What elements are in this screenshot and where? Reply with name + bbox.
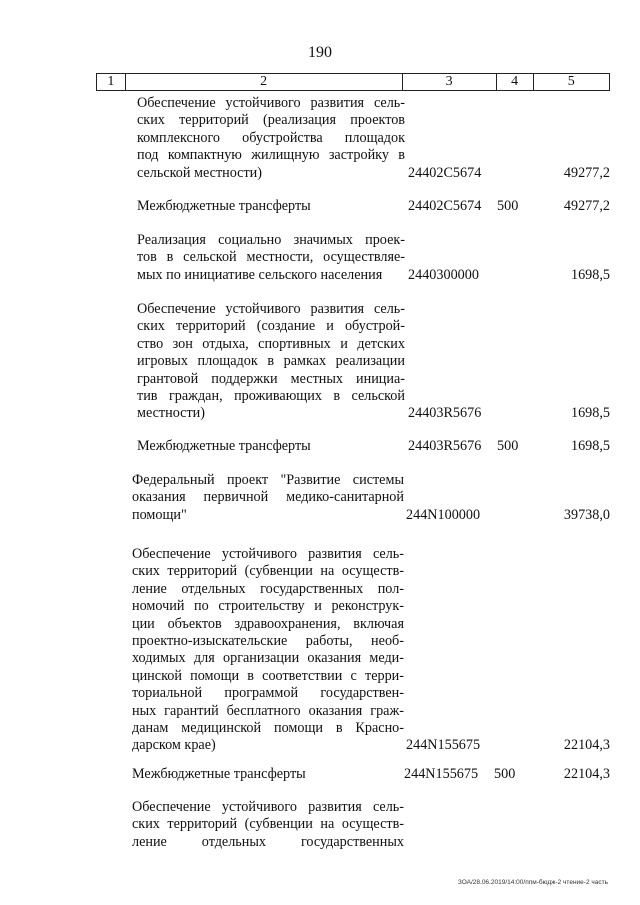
column-header-table <box>96 73 610 91</box>
row-description <box>132 472 404 524</box>
row-description <box>137 301 405 423</box>
description-line: Обеспечение устойчивого развития сель- <box>137 95 405 111</box>
column-header-3: 3 <box>402 74 496 91</box>
row-amount: 1698,5 <box>570 266 610 283</box>
page-number: 190 <box>308 44 332 61</box>
row-description <box>137 198 405 215</box>
description-line: ских территорий (создание и обустрой- <box>137 318 405 335</box>
description-line: грантовой поддержки местных инициа- <box>137 370 405 387</box>
row-description <box>137 232 405 284</box>
description-line: оказания первичной медико-санитарной <box>132 489 404 506</box>
column-header-5: 5 <box>533 74 609 91</box>
row-amount: 22104,3 <box>563 766 610 782</box>
description-line: сельской местности) <box>137 164 262 181</box>
description-line: мых по инициативе сельского населения <box>137 266 383 283</box>
row-amount: 22104,3 <box>563 737 610 754</box>
column-header-1: 1 <box>97 74 126 91</box>
description-line: ции объектов здравоохранения, включая <box>132 615 404 632</box>
row-code: 24403R5676 <box>408 405 482 422</box>
description-line: ских территорий (субвенции на осуществ- <box>132 816 404 833</box>
description-line: тов в сельской местности, осуществляе- <box>137 249 405 266</box>
row-amount: 49277,2 <box>563 198 610 214</box>
description-line: ских территорий (субвенции на осуществ- <box>132 563 404 580</box>
row-code: 2440300000 <box>408 266 479 283</box>
row-description <box>132 766 404 783</box>
description-line: дарском крае) <box>132 737 216 754</box>
row-code: 244N155675 <box>404 766 479 782</box>
description-line: помощи" <box>132 506 187 523</box>
description-line: ских территорий (реализация проектов <box>137 112 405 129</box>
description-line: ление отдельных государственных <box>132 833 404 850</box>
column-header-4: 4 <box>496 74 533 91</box>
description-line: Межбюджетные трансферты <box>137 198 311 214</box>
row-amount: 49277,2 <box>563 164 610 181</box>
description-line: Федеральный проект "Развитие системы <box>132 472 404 488</box>
row-expense-type: 500 <box>497 438 519 454</box>
column-header-row <box>97 74 610 91</box>
row-description <box>137 95 405 182</box>
description-line: ных гарантий бесплатного оказания граж- <box>132 702 404 719</box>
row-description <box>132 799 404 851</box>
description-line: ходимых для организации оказания меди- <box>132 650 404 667</box>
description-line: Межбюджетные трансферты <box>137 438 311 454</box>
description-line: номочий по строительству и реконструк- <box>132 598 404 615</box>
description-line: Обеспечение устойчивого развития сель- <box>132 799 404 815</box>
row-description <box>137 438 405 455</box>
description-line: ление отдельных государственных пол- <box>132 580 404 597</box>
row-code: 24402С5674 <box>408 164 482 181</box>
description-line: цинской помощи в соответствии с терри- <box>132 667 404 684</box>
description-line: Обеспечение устойчивого развития сель- <box>132 546 404 562</box>
description-line: проектно-изыскательские работы, необ- <box>132 633 404 650</box>
row-code: 244N100000 <box>406 506 481 523</box>
description-line: ство зон отдыха, спортивных и детских <box>137 335 405 352</box>
description-line: данам медицинской помощи в Красно- <box>132 720 404 737</box>
description-line: ториальной программой государствен- <box>132 685 404 702</box>
description-line: Межбюджетные трансферты <box>132 766 306 782</box>
row-expense-type: 500 <box>497 198 519 214</box>
column-header-2: 2 <box>125 74 402 91</box>
row-expense-type: 500 <box>494 766 516 782</box>
description-line: Обеспечение устойчивого развития сель- <box>137 301 405 317</box>
row-amount: 39738,0 <box>563 506 610 523</box>
description-line: тив граждан, проживающих в сельской <box>137 388 405 405</box>
description-line: под компактную жилищную застройку в <box>137 147 405 164</box>
description-line: Реализация социально значимых проек- <box>137 232 405 248</box>
row-amount: 1698,5 <box>570 438 610 454</box>
row-code: 244N155675 <box>406 737 481 754</box>
row-code: 24402С5674 <box>408 198 482 214</box>
row-description <box>132 546 404 755</box>
row-code: 24403R5676 <box>408 438 482 454</box>
description-line: игровых площадок в рамках реализации <box>137 353 405 370</box>
description-line: комплексного обустройства площадок <box>137 129 405 146</box>
description-line: местности) <box>137 405 205 422</box>
row-amount: 1698,5 <box>570 405 610 422</box>
footer-document-stamp: ЗОА/28.06.2019/14:00/ппм-бюдж-2 чтение-2 часть <box>457 879 608 886</box>
